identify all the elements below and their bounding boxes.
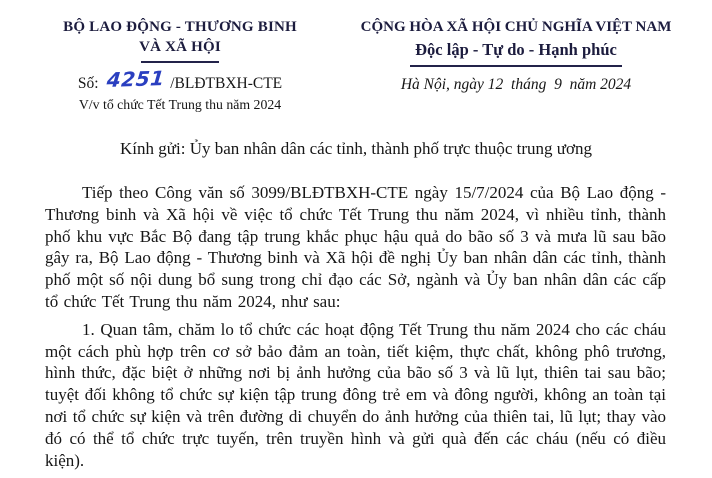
salutation-line: Kính gửi: Ủy ban nhân dân các tỉnh, thành phố trực thuộc trung ương xyxy=(120,139,592,158)
body-paragraph-1: Tiếp theo Công văn số 3099/BLĐTBXH-CTE ngày 15/7/2024 của Bộ Lao động - Thương binh và Xã hội về việc tổ chức Tết Trung thu năm 2024, vì nhiều tỉnh, thành phố khu vực Bắc Bộ đang tập trung khắc phục hậu quả do bão số 3 và mưa lũ sau bão gây ra, Bộ Lao động - Thương binh và Xã hội đề nghị Ủy ban nhân dân các tỉnh, thành phố một số nội dung bổ sung trong chỉ đạo các Sở, ngành và Ủy ban nhân dân các cấp tổ chức Tết Trung thu năm 2024, như sau: xyxy=(45,183,666,311)
letter-body xyxy=(45,182,666,471)
issuer-name-line-1: BỘ LAO ĐỘNG - THƯƠNG BINH xyxy=(63,19,297,35)
national-header xyxy=(344,17,688,94)
document-number-handwritten: 4251 xyxy=(105,66,166,92)
issuer-header xyxy=(52,17,308,113)
issuer-header-rule xyxy=(141,61,219,63)
issuer-name-line-2: VÀ XÃ HỘI xyxy=(139,39,221,55)
national-motto-line: Độc lập - Tự do - Hạnh phúc xyxy=(415,40,617,59)
national-header-rule xyxy=(410,65,622,67)
document-subject-line: V/v tổ chức Tết Trung thu năm 2024 xyxy=(78,97,282,112)
document-number-label: Số: xyxy=(77,75,99,92)
country-name-line: CỘNG HÒA XÃ HỘI CHỦ NGHĨA VIỆT NAM xyxy=(360,19,672,35)
body-paragraph-2: 1. Quan tâm, chăm lo tổ chức các hoạt động Tết Trung thu năm 2024 cho các cháu một cách phù hợp trên cơ sở bảo đảm an toàn, tiết kiệm, thực chất, không phô trương, hình thức, đặc biệt ở những nơi bị ảnh hưởng của bão số 3 và lũ lụt, thiên tai sau bão; tuyệt đối không tổ chức sự kiện tập trung đông trẻ em và đông người, không an toàn tại nơi tổ chức sự kiện và trên đường di chuyển do ảnh hưởng của thiên tai, lũ lụt; thay vào đó có thể tổ chức trực tuyến, trên truyền hình và gửi quà đến các cháu (nếu có điều kiện). xyxy=(45,319,666,470)
document-number-suffix: /BLĐTBXH-CTE xyxy=(170,75,283,92)
place-date-line: Hà Nội, ngày 12 tháng 9 năm 2024 xyxy=(400,76,632,93)
document-number-line xyxy=(52,66,308,93)
